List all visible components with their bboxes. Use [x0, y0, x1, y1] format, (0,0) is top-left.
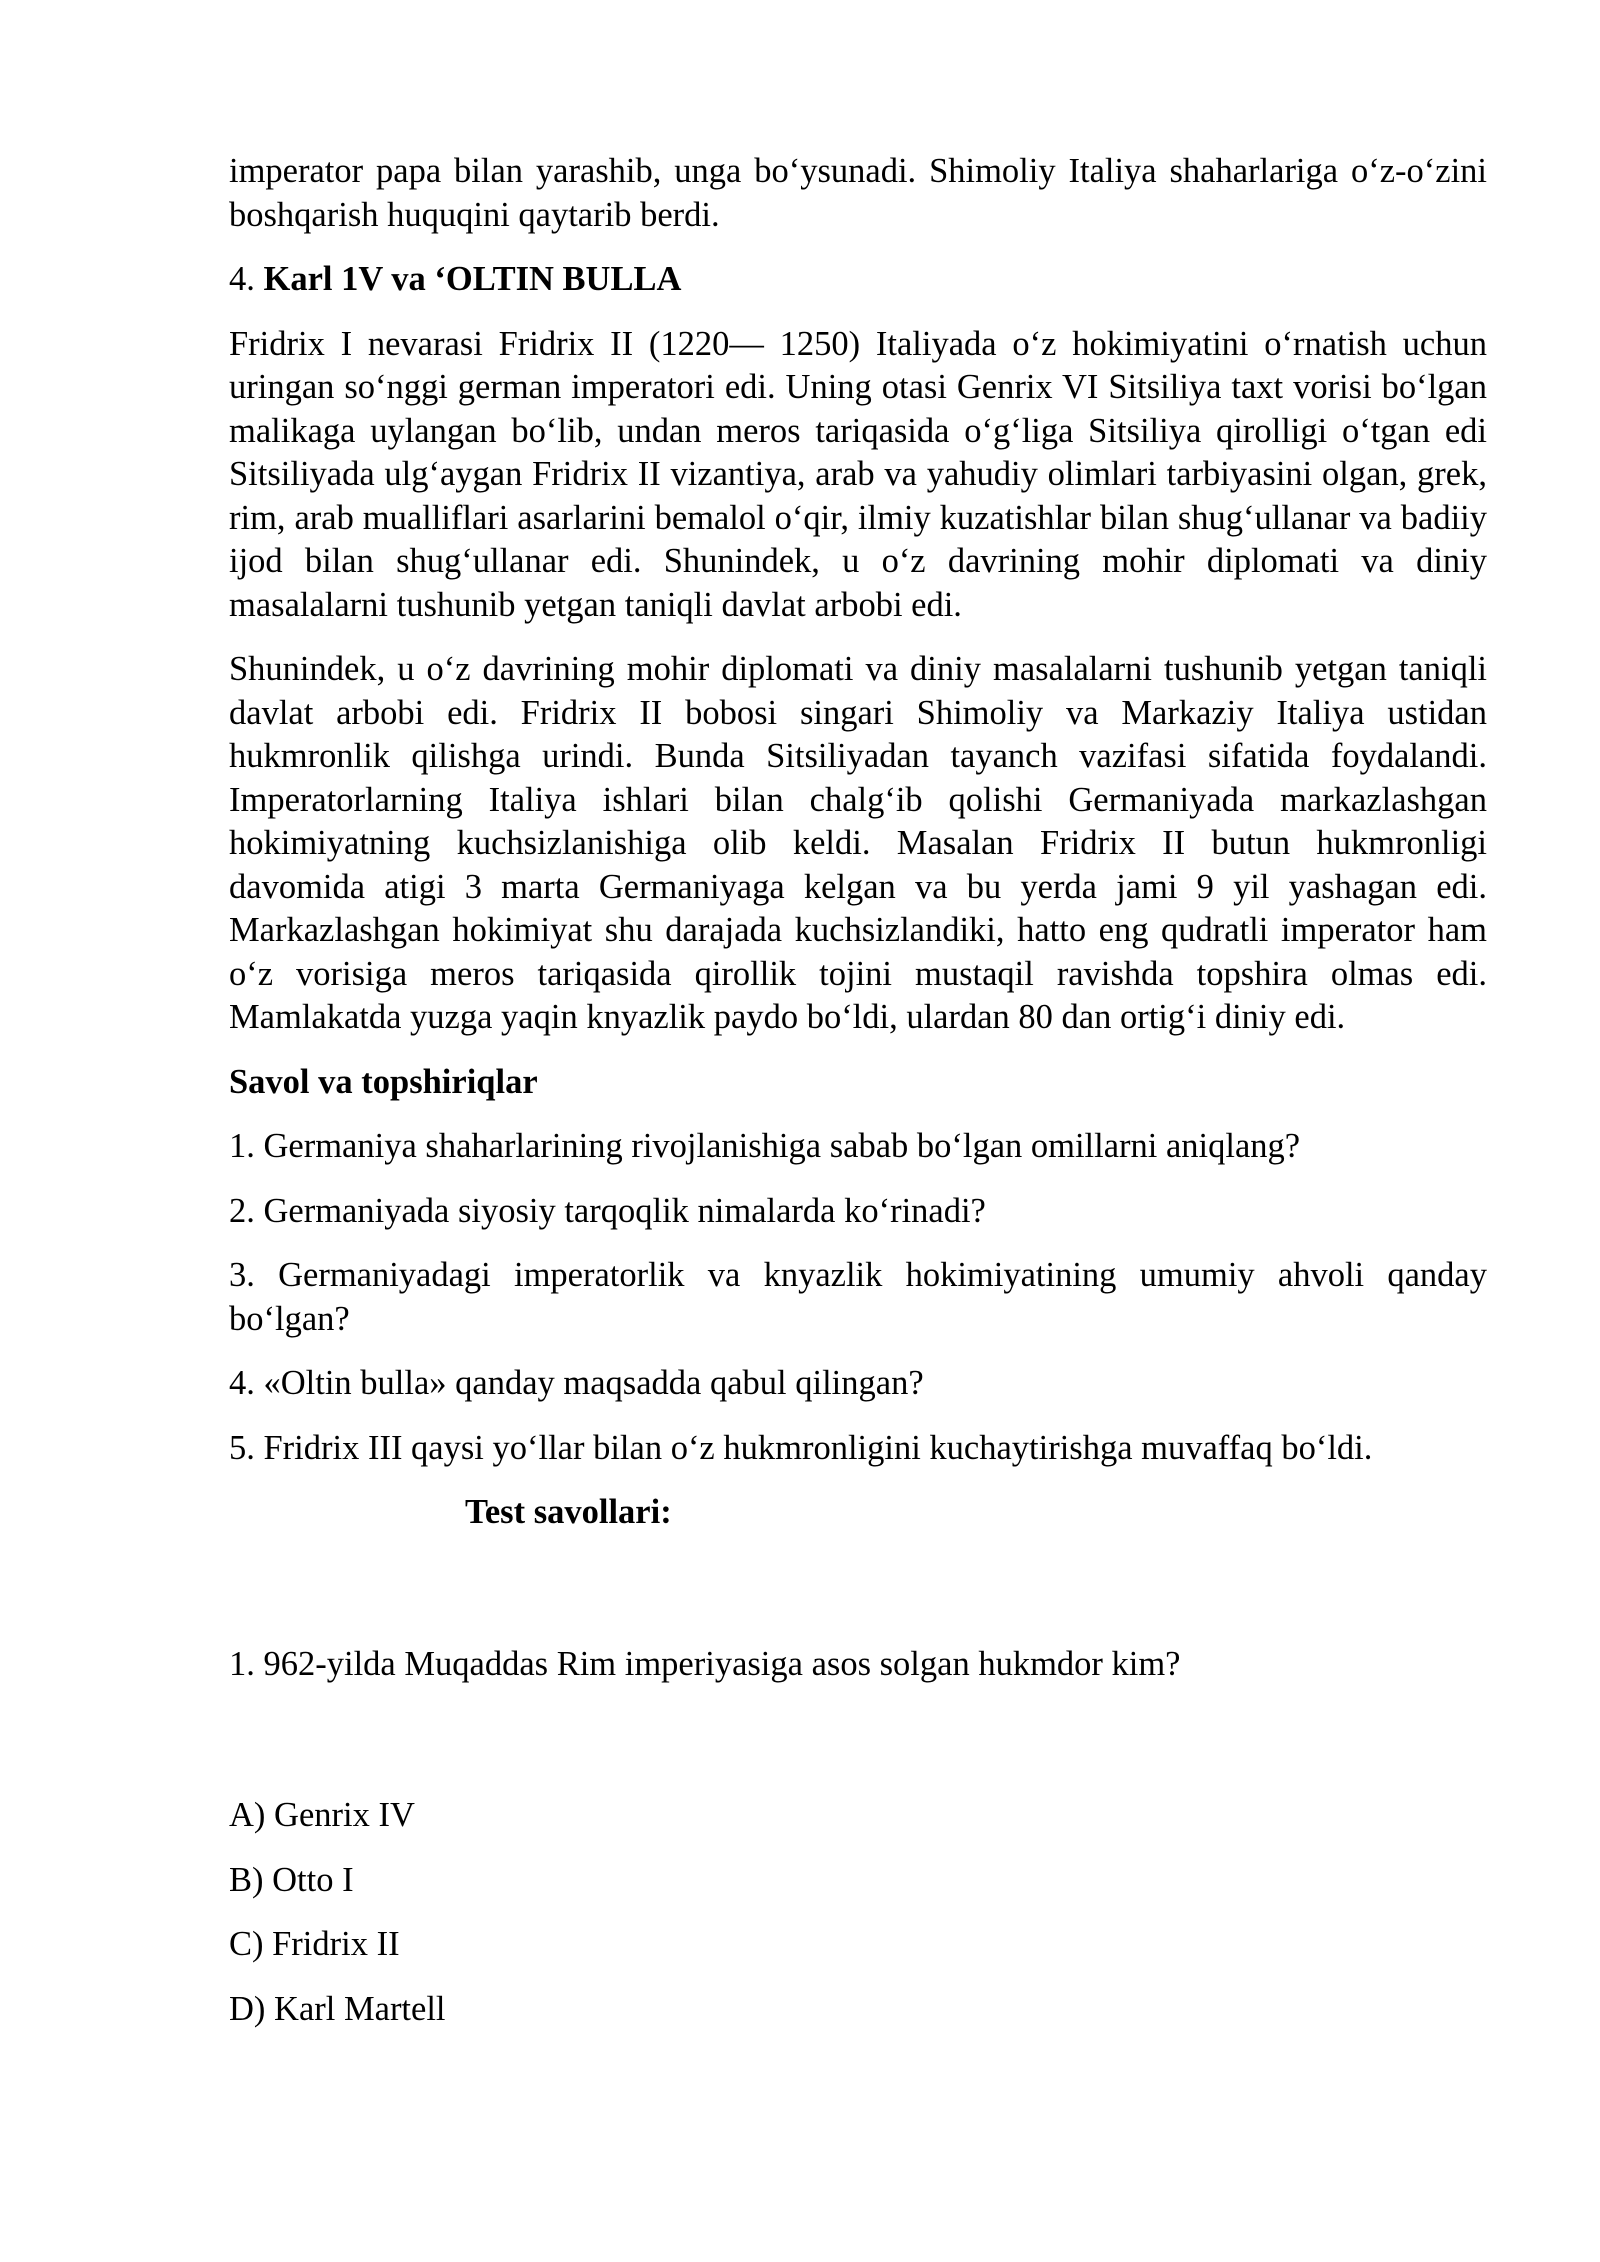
document-page [229, 150, 1487, 2052]
section-number: 4. [229, 260, 255, 298]
answer-option-c: C) Fridrix II [229, 1925, 400, 1963]
answer-option-a: A) Genrix IV [229, 1796, 415, 1834]
body-paragraph-2: Shunindek, u o‘z davrining mohir diplomati va diniy masalalarni tushunib yetgan taniqli davlat arbobi edi. Fridrix II bobosi singari Shimoliy va Markaziy Italiya ustidan hukmronlik qilishga urindi. Bunda Sitsiliyadan tayanch vazifasi sifatida foydalandi. Imperatorlarning Italiya ishlari bilan chalg‘ib qolishi Germaniyada markazlashgan hokimiyatning kuchsizlanishiga olib keldi. Masalan Fridrix II butun hukmronligi davomida atigi 3 marta Germaniyaga kelgan va bu yerda jami 9 yil yashagan edi. Markazlashgan hokimiyat shu darajada kuchsizlandiki, hatto eng qudratli imperator ham o‘z vorisiga meros tariqasida qirollik tojini mustaqil ravishda topshira olmas edi. Mamlakatda yuzga yaqin knyazlik paydo bo‘ldi, ulardan 80 dan ortig‘i diniy edi. [229, 650, 1487, 1036]
test-heading: Test savollari: [465, 1493, 672, 1531]
section-heading [229, 258, 1487, 302]
questions-heading: Savol va topshiriqlar [229, 1062, 538, 1101]
body-paragraph-1: Fridrix I nevarasi Fridrix II (1220— 1250) Italiyada o‘z hokimiyatini o‘rnatish uchun uringan so‘nggi german imperatori edi. Uning otasi Genrix VI Sitsiliya taxt vorisi bo‘lgan malikaga uylangan bo‘lib, undan meros tariqasida o‘g‘liga Sitsiliya qirolligi o‘tgan edi Sitsiliyada ulg‘aygan Fridrix II vizantiya, arab va yahudiy olimlari tarbiyasini olgan, grek, rim, arab mualliflari asarlarini bemalol o‘qir, ilmiy kuzatishlar bilan shug‘ullanar va badiiy ijod bilan shug‘ullanar edi. Shunindek, u o‘z davrining mohir diplomati va diniy masalalarni tushunib yetgan taniqli davlat arbobi edi. [229, 324, 1487, 624]
answer-option-d: D) Karl Martell [229, 1989, 446, 2028]
question-item-4: 4. «Oltin bulla» qanday maqsadda qabul qilingan? [229, 1364, 924, 1402]
section-title: Karl 1V va ‘OLTIN BULLA [263, 260, 682, 298]
test-question: 1. 962-yilda Muqaddas Rim imperiyasiga asos solgan hukmdor kim? [229, 1644, 1181, 1683]
question-item-2: 2. Germaniyada siyosiy tarqoqlik nimalarda ko‘rinadi? [229, 1191, 986, 1230]
question-item-5: 5. Fridrix III qaysi yo‘llar bilan o‘z hukmronligini kuchaytirishga muvaffaq bo‘ldi. [229, 1428, 1373, 1467]
intro-paragraph: imperator papa bilan yarashib, unga bo‘ysunadi. Shimoliy Italiya shaharlariga o‘z-o‘zini boshqarish huquqini qaytarib berdi. [229, 152, 1487, 234]
answer-option-b: B) Otto I [229, 1860, 354, 1899]
question-item-1: 1. Germaniya shaharlarining rivojlanishiga sabab bo‘lgan omillarni aniqlang? [229, 1127, 1301, 1165]
question-item-3: 3. Germaniyadagi imperatorlik va knyazlik hokimiyatining umumiy ahvoli qanday bo‘lgan? [229, 1256, 1487, 1338]
answer-options [229, 1794, 1487, 2031]
